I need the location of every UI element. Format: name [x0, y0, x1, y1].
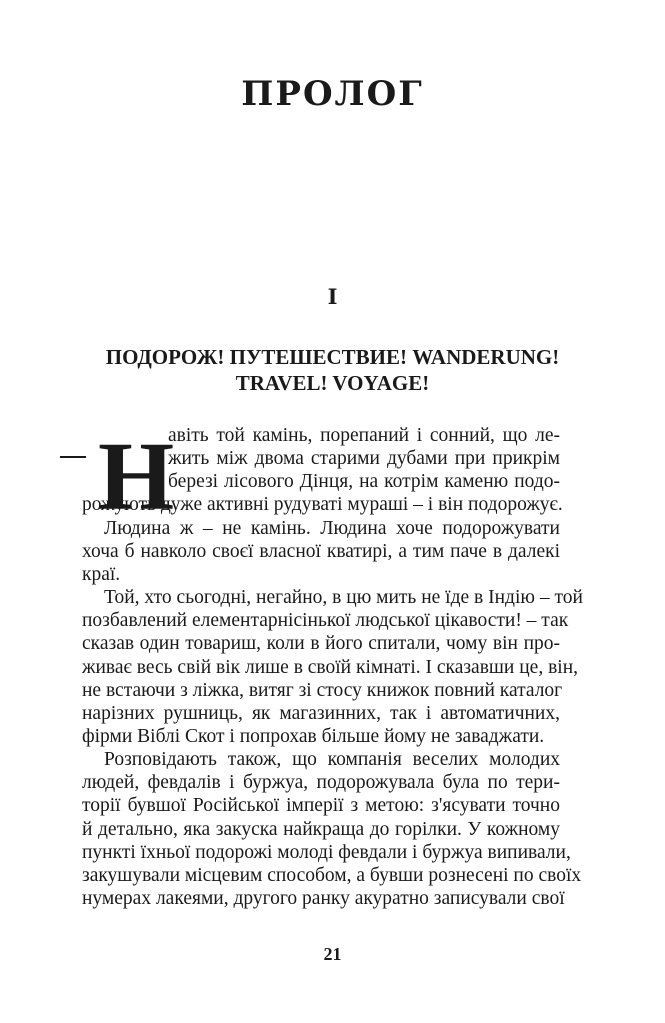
page-number: 21: [323, 944, 342, 964]
body-line: Людина ж – не камінь. Людина хоче подорожувати: [104, 518, 560, 539]
body-line: фірми Віблі Скот і попрохав більше йому не заваджати.: [82, 726, 545, 747]
body-line: нарізних рушниць, як магазинних, так і автоматичних,: [82, 703, 560, 724]
body-line: позбавлений елементарнісінької людської цікавости! – так: [82, 610, 569, 631]
body-line: живає весь свій вік лише в своїй кімнаті. І сказавши це, він,: [82, 657, 579, 678]
body-line: краї.: [82, 564, 121, 585]
body-line: Той, хто сьогодні, негайно, в цю мить не їде в Індію – той: [104, 587, 583, 608]
body-line: нумерах лакеями, другого ранку акуратно записували свої: [82, 888, 565, 909]
body-line: Розповідають також, що компанія веселих молодих: [104, 749, 560, 770]
body-line: торії бувшої Російської імперії з метою: з'ясувати точно: [82, 795, 560, 816]
section-number: I: [327, 284, 338, 309]
section-heading-line-1: ПОДОРОЖ! ПУТЕШЕСТВИЕ! WANDERUNG!: [105, 345, 560, 369]
body-line: рожують дуже активні рудуваті мураші – і він подорожує.: [82, 494, 563, 515]
body-line: не встаючи з ліжка, витяг зі стосу книжок повний каталог: [82, 680, 563, 701]
body-line: сказав один товариш, коли в його спитали, чому він про-: [82, 633, 560, 654]
body-line: жить між двома старими дубами при прикрім: [168, 448, 560, 469]
dialogue-dash: [60, 456, 86, 458]
body-line: закушували місцевим способом, а бувши рознесені по своїх: [82, 865, 582, 886]
body-line: березі лісового Дінця, на котрім каменю подо-: [168, 471, 560, 492]
section-heading-line-2: TRAVEL! VOYAGE!: [235, 371, 430, 395]
body-line: людей, февдалів і буржуа, подорожувала була по тери-: [82, 772, 560, 793]
body-line: хоча б навколо своєї власної кватирі, а тим паче в далекі: [82, 541, 560, 562]
chapter-title: ПРОЛОГ: [241, 74, 424, 114]
body-line: й детально, яка закуска найкраща до горілки. У кожному: [82, 819, 560, 840]
body-line: пункті їхньої подорожі молоді февдали і буржуа випивали,: [82, 842, 571, 863]
drop-cap: Н: [98, 423, 175, 531]
body-line: авіть той камінь, порепаний і сонний, що ле-: [168, 425, 560, 446]
